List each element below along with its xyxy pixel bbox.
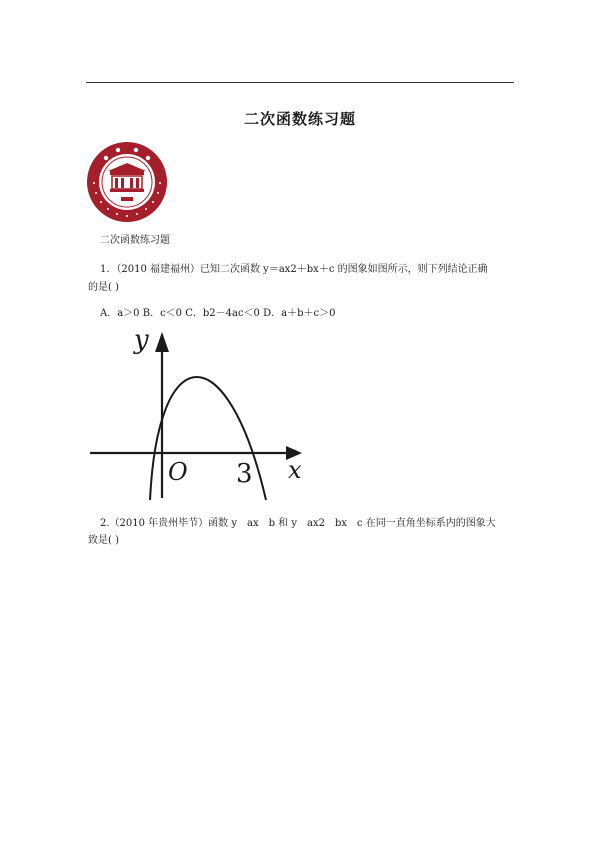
question-2-line-1: 2.（2010 年贵州毕节）函数 y ax b 和 y ax2 bx c 在同一直角坐标系内的图象大	[100, 518, 496, 529]
question-1-options: A．a＞0 B．c＜0 C．b2－4ac＜0 D．a＋b＋c＞0	[100, 308, 336, 319]
parabola-figure	[88, 326, 308, 502]
question-1-line-1: 1．（2010 福建福州）已知二次函数 y＝ax2＋bx＋c 的图象如图所示，则下列结论正确	[100, 264, 488, 275]
subheading: 二次函数练习题	[100, 235, 170, 246]
university-seal-logo	[86, 141, 168, 223]
question-2-line-2: 致是( )	[88, 535, 119, 546]
root-label: 3	[236, 459, 253, 489]
question-1-line-2: 的是( )	[88, 282, 119, 293]
page-title: 二次函数练习题	[243, 110, 356, 128]
x-axis-label: x	[288, 456, 302, 484]
origin-label: O	[168, 458, 188, 486]
y-axis-label: y	[134, 326, 149, 355]
header-rule	[86, 82, 514, 83]
y-axis-arrow	[155, 332, 169, 352]
